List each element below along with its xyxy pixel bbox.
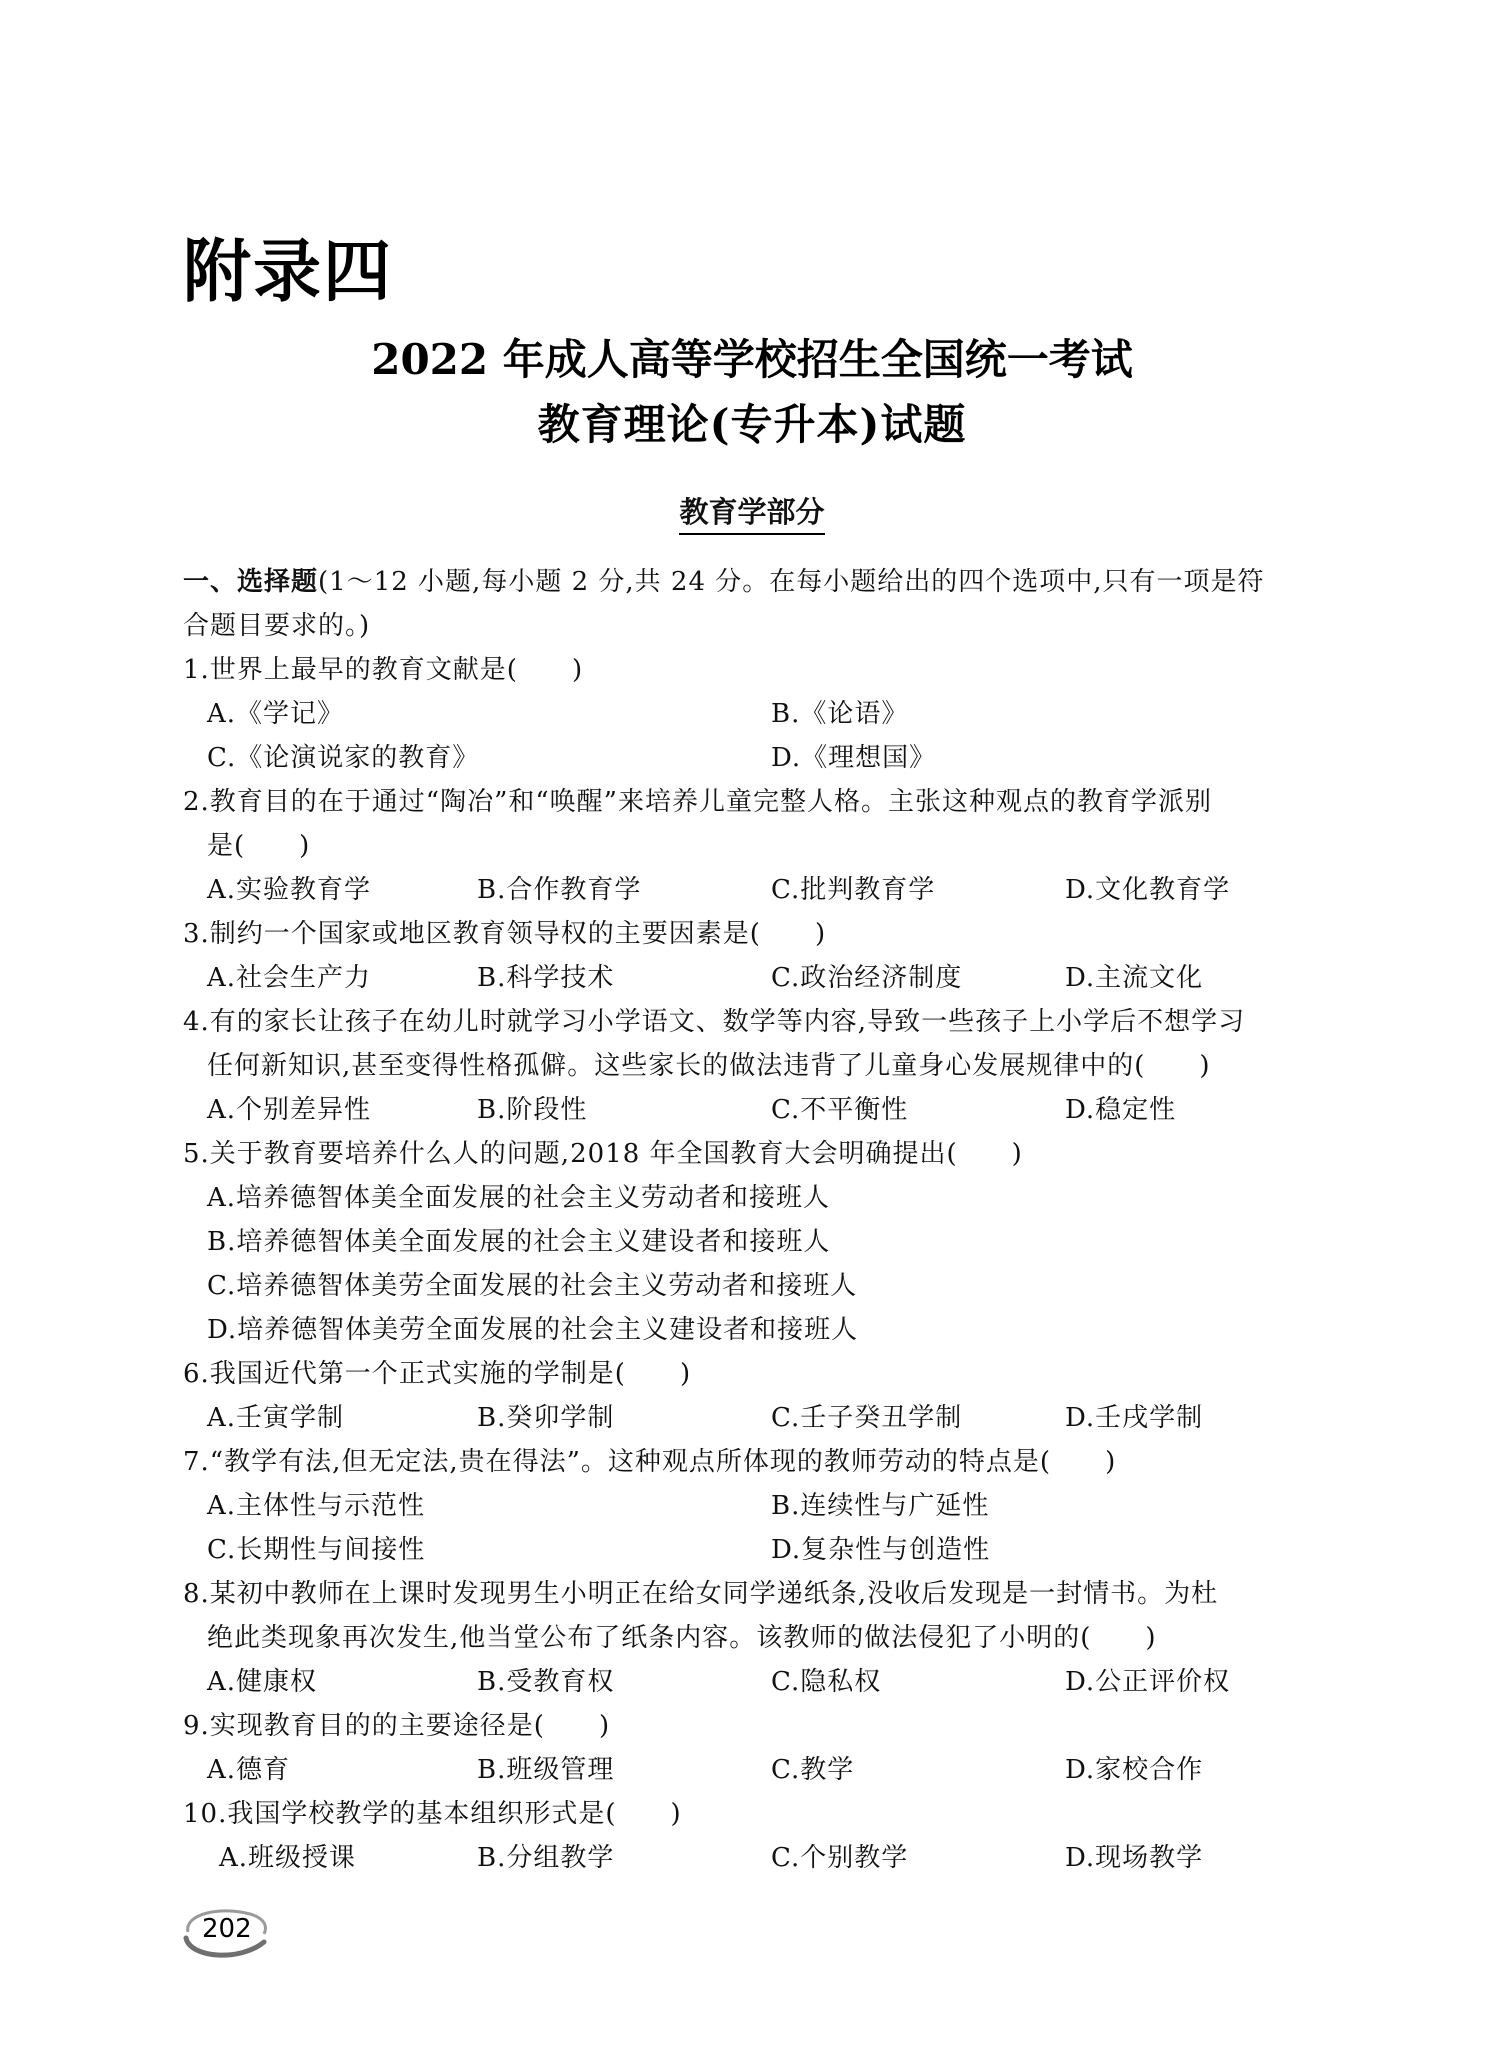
question-3-stem: 3.制约一个国家或地区教育领导权的主要因素是( )	[183, 919, 827, 949]
section-title: 教育学部分	[679, 495, 824, 535]
question-5-option-b: B.培养德智体美全面发展的社会主义建设者和接班人	[207, 1227, 831, 1257]
question-4-option-c: C.不平衡性	[771, 1095, 909, 1125]
question-7-stem: 7.“教学有法,但无定法,贵在得法”。这种观点所体现的教师劳动的特点是( )	[183, 1447, 1117, 1477]
question-2-stem-line1: 2.教育目的在于通过“陶冶”和“唤醒”来培养儿童完整人格。主张这种观点的教育学派别	[183, 787, 1212, 817]
question-4-option-b: B.阶段性	[477, 1095, 588, 1125]
question-2-option-d: D.文化教育学	[1065, 875, 1231, 905]
question-3-option-a: A.社会生产力	[207, 963, 372, 993]
question-10-option-d: D.现场教学	[1065, 1843, 1204, 1873]
question-9-stem: 9.实现教育目的的主要途径是( )	[183, 1711, 611, 1741]
exam-title-line2: 教育理论(专升本)试题	[537, 400, 967, 449]
question-8-option-b: B.受教育权	[477, 1667, 615, 1697]
question-8-stem-line2: 绝此类现象再次发生,他当堂公布了纸条内容。该教师的做法侵犯了小明的( )	[207, 1623, 1157, 1653]
instructions-line1	[183, 567, 1331, 597]
question-2-option-b: B.合作教育学	[477, 875, 642, 905]
appendix-heading: 附录四	[183, 233, 394, 312]
question-2-stem-line2: 是( )	[207, 831, 311, 861]
question-5-option-c: C.培养德智体美劳全面发展的社会主义劳动者和接班人	[207, 1271, 858, 1301]
page-number-badge	[180, 1902, 270, 1962]
question-8-option-c: C.隐私权	[771, 1667, 882, 1697]
question-2-option-c: C.批判教育学	[771, 875, 936, 905]
question-4-stem-line1: 4.有的家长让孩子在幼儿时就学习小学语文、数学等内容,导致一些孩子上小学后不想学习	[183, 1007, 1246, 1037]
question-1-stem: 1.世界上最早的教育文献是( )	[183, 655, 584, 685]
question-10-stem: 10.我国学校教学的基本组织形式是( )	[183, 1799, 682, 1829]
question-9-option-d: D.家校合作	[1065, 1755, 1204, 1785]
question-5-stem: 5.关于教育要培养什么人的问题,2018 年全国教育大会明确提出( )	[183, 1139, 1023, 1169]
question-5-option-a: A.培养德智体美全面发展的社会主义劳动者和接班人	[207, 1183, 831, 1213]
question-9-option-b: B.班级管理	[477, 1755, 615, 1785]
question-10-option-a: A.班级授课	[219, 1843, 357, 1873]
question-7-option-c: C.长期性与间接性	[207, 1535, 426, 1565]
question-4-option-d: D.稳定性	[1065, 1095, 1177, 1125]
question-10-option-b: B.分组教学	[477, 1843, 615, 1873]
question-1-option-a: A.《学记》	[207, 699, 345, 729]
question-7-option-a: A.主体性与示范性	[207, 1491, 426, 1521]
question-3-option-d: D.主流文化	[1065, 963, 1204, 993]
question-8-option-d: D.公正评价权	[1065, 1667, 1231, 1697]
exam-title-line1: 2022 年成人高等学校招生全国统一考试	[371, 335, 1133, 384]
question-10-option-c: C.个别教学	[771, 1843, 909, 1873]
question-6-option-a: A.壬寅学制	[207, 1403, 345, 1433]
question-6-stem: 6.我国近代第一个正式实施的学制是( )	[183, 1359, 692, 1389]
question-5-option-d: D.培养德智体美劳全面发展的社会主义建设者和接班人	[207, 1315, 859, 1345]
question-6-option-d: D.壬戌学制	[1065, 1403, 1204, 1433]
question-3-option-c: C.政治经济制度	[771, 963, 963, 993]
question-9-option-a: A.德育	[207, 1755, 291, 1785]
question-4-option-a: A.个别差异性	[207, 1095, 372, 1125]
question-8-option-a: A.健康权	[207, 1667, 318, 1697]
question-2-option-a: A.实验教育学	[207, 875, 372, 905]
instructions-line2: 合题目要求的。)	[183, 611, 371, 641]
page-number: 202	[202, 1914, 252, 1944]
question-1-option-b: B.《论语》	[771, 699, 909, 729]
section-heading	[0, 490, 1504, 531]
instructions-label: 一、选择题	[183, 567, 319, 597]
question-9-option-c: C.教学	[771, 1755, 855, 1785]
instructions-text: (1～12 小题,每小题 2 分,共 24 分。在每小题给出的四个选项中,只有一项是符	[318, 567, 1265, 597]
question-8-stem-line1: 8.某初中教师在上课时发现男生小明正在给女同学递纸条,没收后发现是一封情书。为杜	[183, 1579, 1219, 1609]
question-6-option-c: C.壬子癸丑学制	[771, 1403, 963, 1433]
question-3-option-b: B.科学技术	[477, 963, 615, 993]
question-6-option-b: B.癸卯学制	[477, 1403, 615, 1433]
question-4-stem-line2: 任何新知识,甚至变得性格孤僻。这些家长的做法违背了儿童身心发展规律中的( )	[207, 1051, 1211, 1081]
question-1-option-c: C.《论演说家的教育》	[207, 743, 480, 773]
question-7-option-d: D.复杂性与创造性	[771, 1535, 991, 1565]
question-1-option-d: D.《理想国》	[771, 743, 937, 773]
question-7-option-b: B.连续性与广延性	[771, 1491, 990, 1521]
